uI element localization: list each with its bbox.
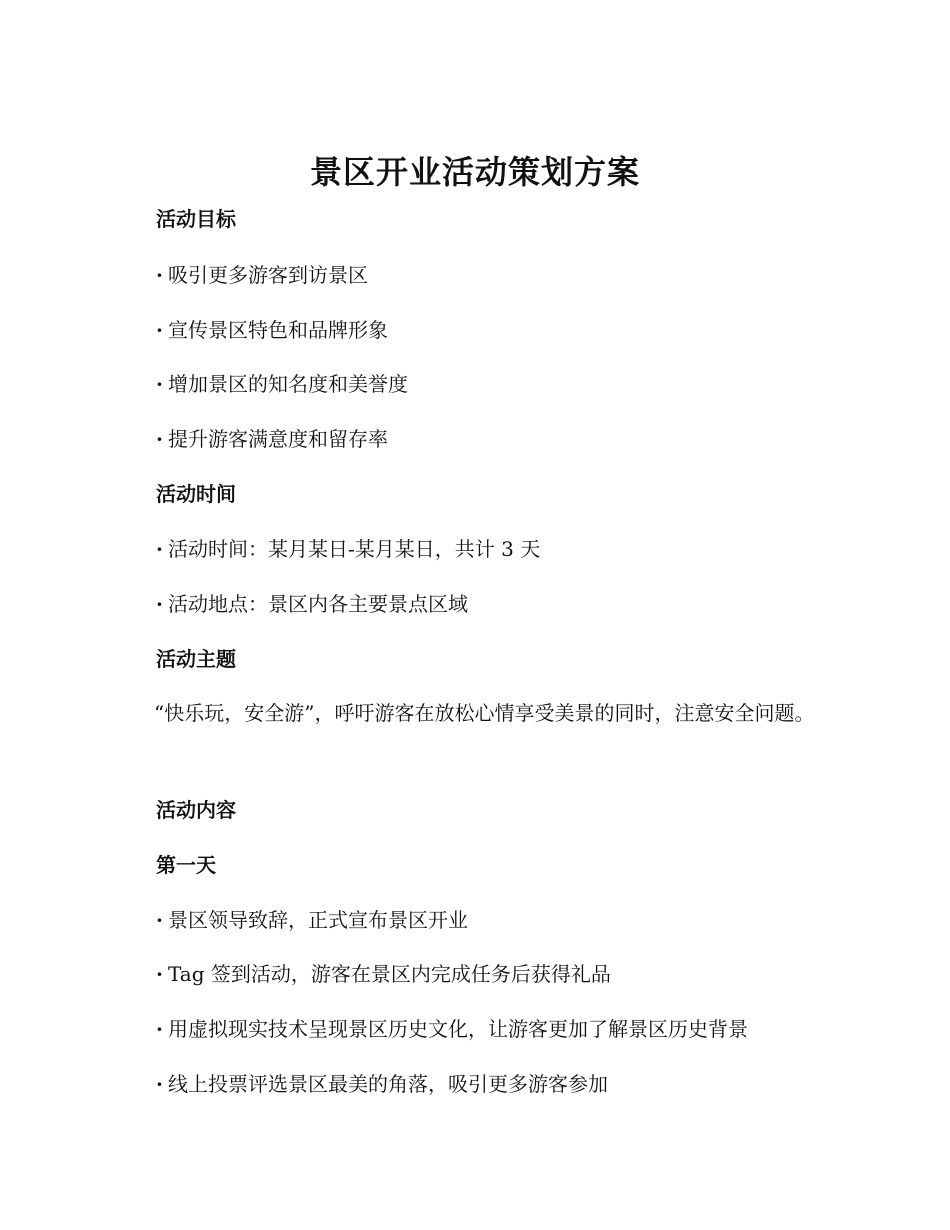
list-item: · 吸引更多游客到访景区: [156, 263, 368, 287]
section-heading-time: 活动时间: [156, 482, 236, 506]
subsection-heading-day1: 第一天: [156, 853, 216, 877]
list-item: · 用虚拟现实技术呈现景区历史文化，让游客更加了解景区历史背景: [156, 1017, 748, 1041]
section-heading-content: 活动内容: [156, 798, 236, 822]
bullet-icon: ·: [156, 908, 163, 932]
list-item: · 增加景区的知名度和美誉度: [156, 372, 408, 396]
theme-paragraph: “快乐玩，安全游”，呼吁游客在放松心情享受美景的同时，注意安全问题。: [154, 701, 815, 725]
bullet-icon: ·: [156, 592, 163, 616]
section-heading-theme: 活动主题: [156, 647, 236, 671]
list-item: · 提升游客满意度和留存率: [156, 427, 388, 451]
document-title: 景区开业活动策划方案: [309, 153, 640, 191]
list-item: · 活动时间：某月某日-某月某日，共计 3 天: [156, 537, 541, 561]
list-item: · Tag 签到活动，游客在景区内完成任务后获得礼品: [156, 962, 611, 986]
list-item: · 活动地点：景区内各主要景点区域: [156, 592, 468, 616]
list-item: · 线上投票评选景区最美的角落，吸引更多游客参加: [156, 1072, 608, 1096]
list-item: · 宣传景区特色和品牌形象: [156, 318, 388, 342]
bullet-icon: ·: [156, 1072, 163, 1096]
bullet-icon: ·: [156, 263, 163, 287]
bullet-icon: ·: [156, 537, 163, 561]
section-heading-goals: 活动目标: [156, 207, 236, 231]
bullet-icon: ·: [156, 962, 163, 986]
bullet-icon: ·: [156, 1017, 163, 1041]
bullet-icon: ·: [156, 427, 163, 451]
bullet-icon: ·: [156, 372, 163, 396]
bullet-icon: ·: [156, 318, 163, 342]
list-item: · 景区领导致辞，正式宣布景区开业: [156, 908, 468, 932]
